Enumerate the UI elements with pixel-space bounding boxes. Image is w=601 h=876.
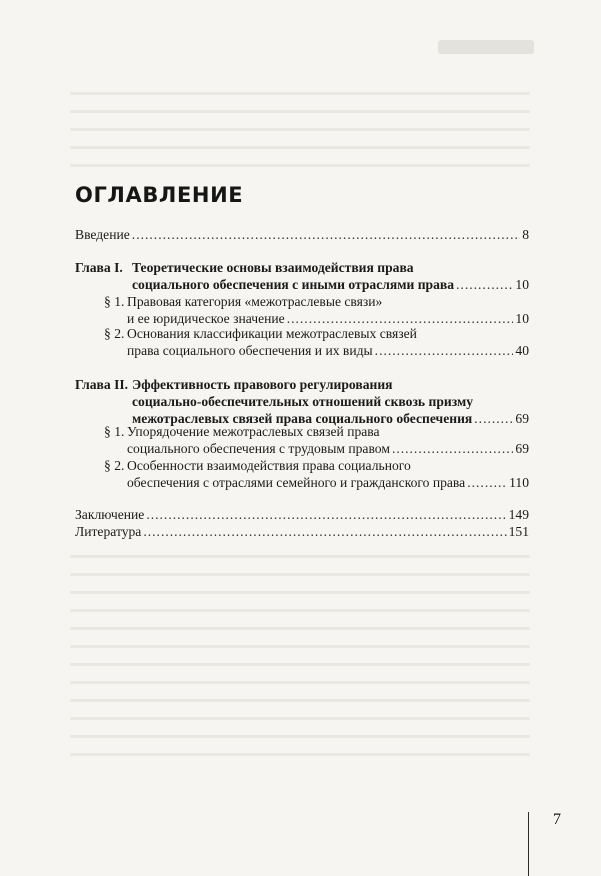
- show-through-line: [70, 164, 530, 167]
- toc-page-number: 149: [508, 507, 529, 522]
- section-title-line: Особенности взаимодействия права социального: [127, 458, 411, 473]
- chapter-title-block: [132, 376, 529, 427]
- toc-entry-intro: [75, 226, 529, 243]
- toc-page-number: 151: [508, 524, 529, 539]
- toc-section: [104, 293, 529, 327]
- toc-section: [104, 325, 529, 359]
- toc-leader-row: [132, 276, 529, 293]
- show-through-line: [70, 699, 530, 702]
- chapter-label: Глава I.: [75, 260, 123, 275]
- dot-leader: [143, 523, 506, 540]
- section-title-line: Правовая категория «межотраслевые связи»: [127, 294, 383, 309]
- dot-leader: [467, 474, 507, 491]
- section-label: § 2.: [104, 458, 125, 473]
- show-through-line: [70, 591, 530, 594]
- dot-leader: [392, 440, 513, 457]
- chapter-title-line: межотраслевых связей права социального обеспечения: [132, 411, 473, 426]
- dot-leader: [146, 506, 506, 523]
- chapter-title-block: [132, 259, 529, 293]
- section-title-block: [127, 325, 529, 359]
- section-label: § 2.: [104, 326, 125, 341]
- show-through-line: [70, 146, 530, 149]
- section-title-line: социального обеспечения с трудовым правом: [127, 441, 390, 456]
- section-title-line: права социального обеспечения и их виды: [127, 343, 373, 358]
- chapter-title-line: Эффективность правового регулирования: [132, 377, 393, 392]
- toc-chapter-2: [75, 376, 529, 427]
- toc-leader-row: [75, 506, 529, 523]
- show-through-line: [70, 717, 530, 720]
- page-number: 7: [553, 811, 561, 828]
- toc-entry-label: Литература: [75, 524, 142, 539]
- show-through-line: [70, 681, 530, 684]
- toc-page-number: 110: [509, 475, 529, 490]
- folio-rule: [528, 812, 529, 876]
- toc-entry-conclusion: [75, 506, 529, 523]
- show-through-line: [70, 573, 530, 576]
- chapter-label: Глава II.: [75, 377, 129, 392]
- toc-entry-literature: [75, 523, 529, 540]
- dot-leader: [132, 226, 520, 243]
- show-through-line: [70, 609, 530, 612]
- section-title-line: и ее юридическое значение: [127, 311, 285, 326]
- toc-leader-row: [127, 342, 529, 359]
- section-title-block: [127, 457, 529, 491]
- section-label: § 1.: [104, 294, 125, 309]
- dot-leader: [375, 342, 514, 359]
- section-title-block: [127, 293, 529, 327]
- chapter-title-line: Теоретические основы взаимодействия права: [132, 260, 414, 275]
- show-through-line: [70, 128, 530, 131]
- show-through-heading: [438, 40, 534, 54]
- show-through-line: [70, 645, 530, 648]
- show-through-line: [70, 663, 530, 666]
- section-label: § 1.: [104, 424, 125, 439]
- toc-page-number: 69: [515, 441, 529, 456]
- section-title-block: [127, 423, 529, 457]
- show-through-line: [70, 753, 530, 756]
- show-through-line: [70, 110, 530, 113]
- toc-page-number: 69: [515, 411, 529, 426]
- show-through-line: [70, 555, 530, 558]
- chapter-title-line: социального обеспечения с иными отраслями права: [132, 277, 455, 292]
- toc-section: [104, 457, 529, 491]
- dot-leader: [456, 276, 513, 293]
- show-through-line: [70, 627, 530, 630]
- toc-chapter-1: [75, 259, 529, 293]
- toc-page-number: 8: [522, 227, 529, 242]
- toc-leader-row: [127, 440, 529, 457]
- toc-entry-label: Введение: [75, 227, 130, 242]
- show-through-line: [70, 92, 530, 95]
- toc-leader-row: [75, 226, 529, 243]
- toc-leader-row: [75, 523, 529, 540]
- toc-section: [104, 423, 529, 457]
- section-title-line: обеспечения с отраслями семейного и гражданского права: [127, 475, 466, 490]
- toc-page-number: 40: [515, 343, 529, 358]
- section-title-line: Упорядочение межотраслевых связей права: [127, 424, 380, 439]
- show-through-line: [70, 735, 530, 738]
- toc-page-number: 10: [515, 277, 529, 292]
- toc-entry-label: Заключение: [75, 507, 145, 522]
- toc-leader-row: [127, 474, 529, 491]
- section-title-line: Основания классификации межотраслевых связей: [127, 326, 417, 341]
- toc-page-number: 10: [515, 311, 529, 326]
- page-title: ОГЛАВЛЕНИЕ: [75, 183, 244, 207]
- chapter-title-line: социально-обеспечительных отношений сквозь призму: [132, 394, 474, 409]
